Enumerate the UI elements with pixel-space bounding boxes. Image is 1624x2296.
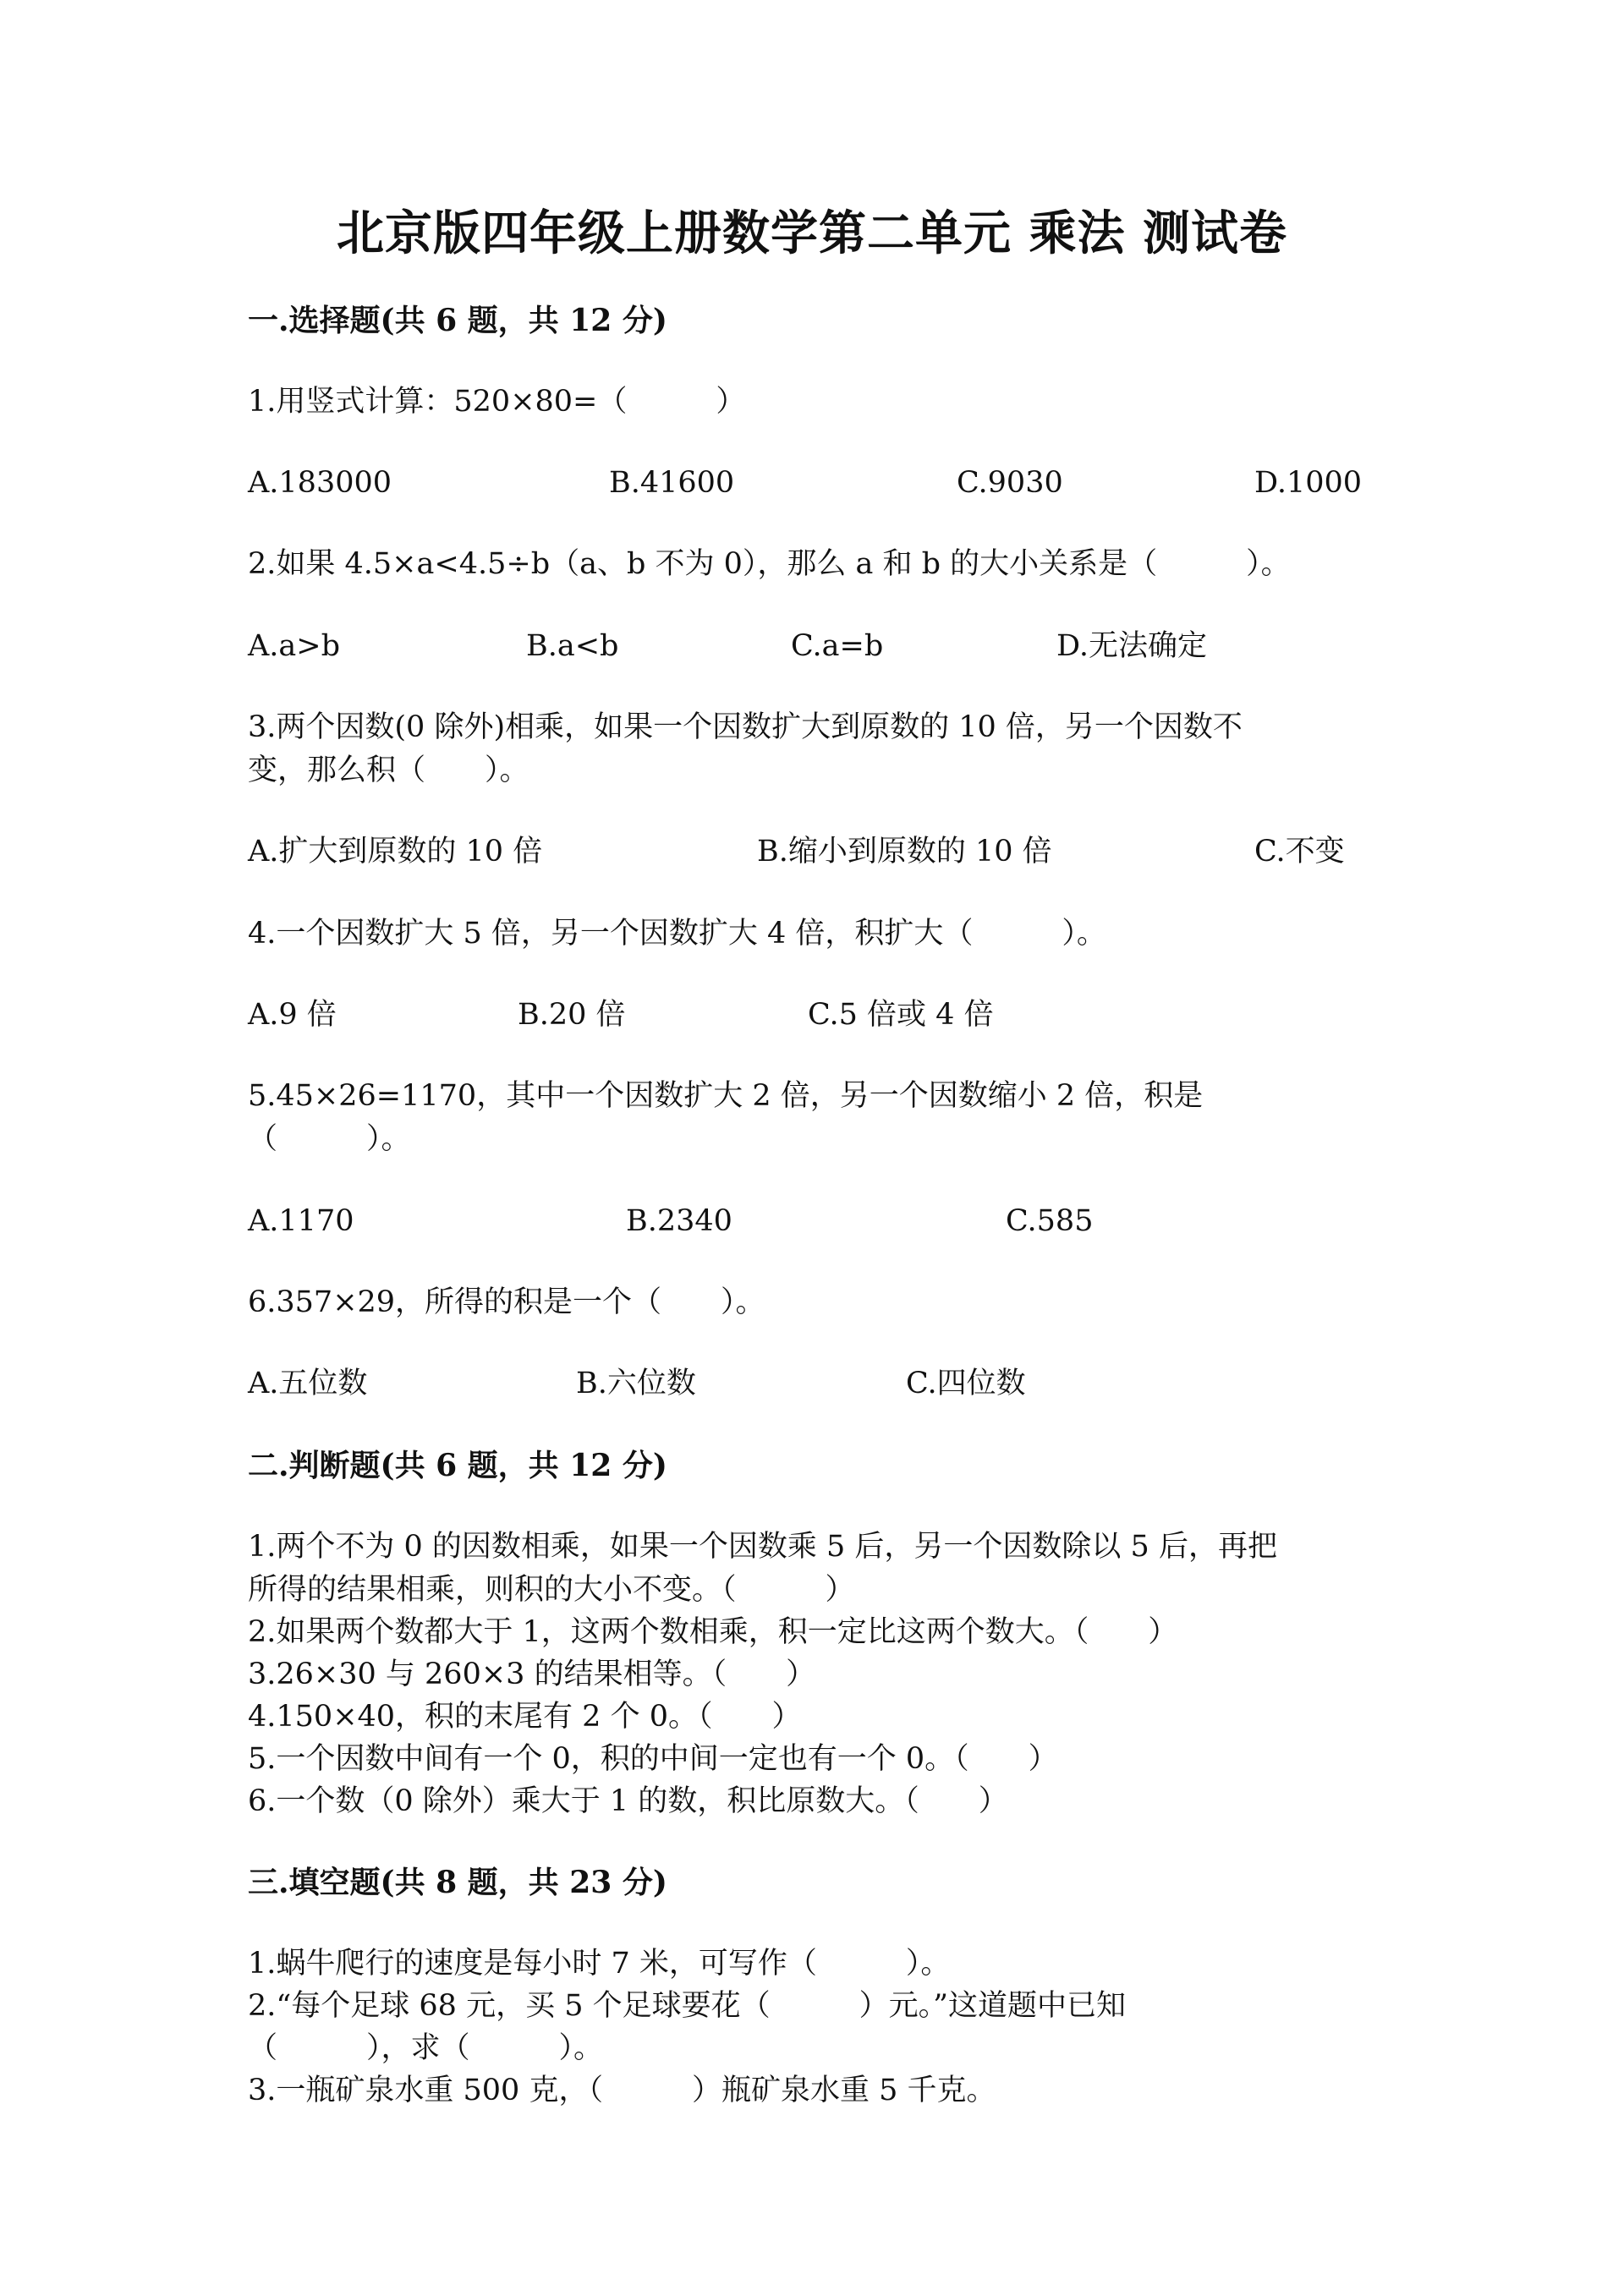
fill-line: （ ），求（ ）。 bbox=[248, 2031, 604, 2065]
option-c: C.585 bbox=[1006, 1204, 1094, 1238]
option-d: D.1000 bbox=[1254, 466, 1363, 500]
section-heading: 二.判断题(共 6 题，共 12 分) bbox=[248, 1448, 667, 1483]
statement-line: 所得的结果相乘，则积的大小不变。（ ） bbox=[248, 1573, 855, 1607]
option-c: C.不变 bbox=[1254, 835, 1345, 869]
statement-line: 2.如果两个数都大于 1，这两个数相乘，积一定比这两个数大。（ ） bbox=[248, 1615, 1178, 1649]
option-a: A.183000 bbox=[248, 466, 392, 500]
question-text: 5.45×26=1170，其中一个因数扩大 2 倍，另一个因数缩小 2 倍，积是 bbox=[248, 1079, 1204, 1113]
statement-line: 4.150×40，积的末尾有 2 个 0。（ ） bbox=[248, 1700, 802, 1734]
option-a: A.五位数 bbox=[248, 1367, 368, 1400]
option-b: B.20 倍 bbox=[518, 998, 626, 1032]
option-b: B.2340 bbox=[626, 1204, 732, 1238]
fill-line: 2.“每个足球 68 元，买 5 个足球要花（ ）元。”这道题中已知 bbox=[248, 1989, 1126, 2023]
question-text: 1.用竖式计算：520×80=（ ） bbox=[248, 385, 746, 419]
option-a: A.1170 bbox=[248, 1204, 354, 1238]
section-heading: 三.填空题(共 8 题，共 23 分) bbox=[248, 1865, 667, 1900]
question-text: 3.两个因数(0 除外)相乘，如果一个因数扩大到原数的 10 倍，另一个因数不 bbox=[248, 710, 1243, 744]
option-c: C.9030 bbox=[957, 466, 1063, 500]
option-d: D.无法确定 bbox=[1056, 629, 1207, 663]
option-c: C.5 倍或 4 倍 bbox=[808, 998, 994, 1032]
question-text: 6.357×29，所得的积是一个（ ）。 bbox=[248, 1285, 765, 1319]
option-c: C.a=b bbox=[791, 629, 884, 663]
statement-line: 5.一个因数中间有一个 0，积的中间一定也有一个 0。（ ） bbox=[248, 1742, 1058, 1776]
question-text: （ ）。 bbox=[248, 1122, 411, 1156]
question-text: 4.一个因数扩大 5 倍，另一个因数扩大 4 倍，积扩大（ ）。 bbox=[248, 917, 1106, 951]
statement-line: 3.26×30 与 260×3 的结果相等。（ ） bbox=[248, 1658, 816, 1691]
option-b: B.六位数 bbox=[576, 1367, 696, 1400]
fill-line: 1.蜗牛爬行的速度是每小时 7 米，可写作（ ）。 bbox=[248, 1947, 951, 1981]
page-title: 北京版四年级上册数学第二单元 乘法 测试卷 bbox=[337, 205, 1287, 261]
question-text: 2.如果 4.5×a<4.5÷b（a、b 不为 0），那么 a 和 b 的大小关系是（ ）。 bbox=[248, 547, 1291, 581]
option-a: A.9 倍 bbox=[248, 998, 337, 1032]
option-c: C.四位数 bbox=[906, 1367, 1026, 1400]
section-heading: 一.选择题(共 6 题，共 12 分) bbox=[248, 303, 667, 338]
option-b: B.41600 bbox=[609, 466, 735, 500]
question-text: 变，那么积（ ）。 bbox=[248, 753, 529, 787]
option-b: B.缩小到原数的 10 倍 bbox=[757, 835, 1052, 869]
option-b: B.a<b bbox=[526, 629, 619, 663]
statement-line: 1.两个不为 0 的因数相乘，如果一个因数乘 5 后，另一个因数除以 5 后，再把 bbox=[248, 1530, 1277, 1564]
option-a: A.a>b bbox=[248, 629, 340, 663]
option-a: A.扩大到原数的 10 倍 bbox=[248, 835, 543, 869]
statement-line: 6.一个数（0 除外）乘大于 1 的数，积比原数大。（ ） bbox=[248, 1784, 1008, 1818]
fill-line: 3.一瓶矿泉水重 500 克，（ ）瓶矿泉水重 5 千克。 bbox=[248, 2074, 996, 2107]
